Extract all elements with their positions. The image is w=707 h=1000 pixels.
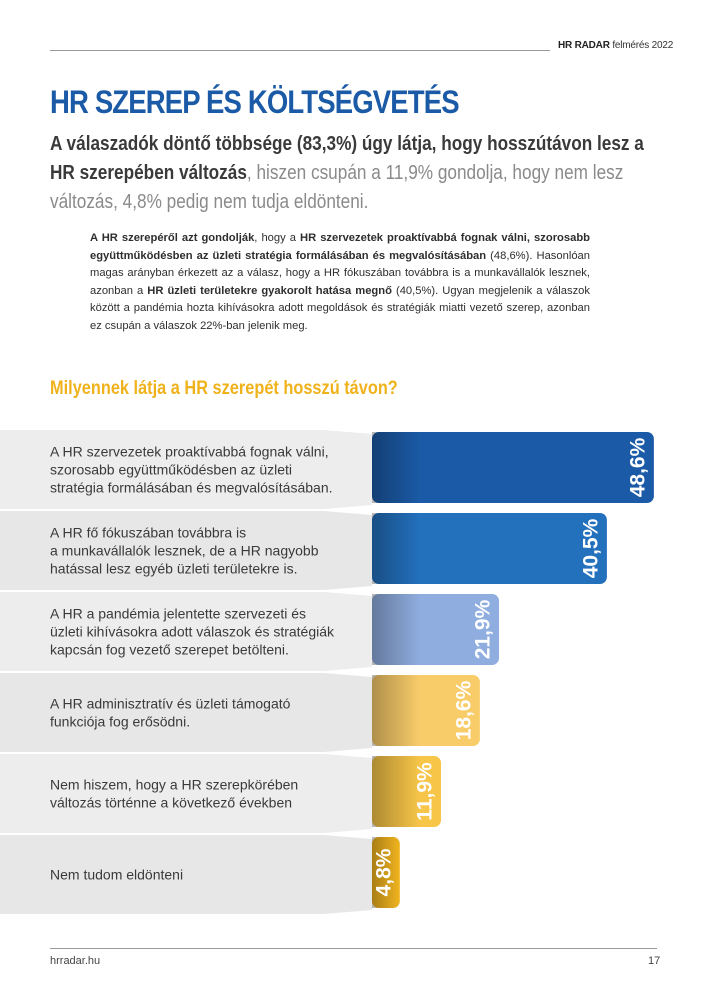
header-brand: HR RADAR (558, 40, 610, 51)
body-bold-2: HR szervezetek proaktívabbá fognak válni, szorosabb együttműködésben az üzleti stratégia formálásában és megvalósításában (90, 232, 591, 262)
bar-value-label: 18,6% (452, 680, 476, 741)
category-label-line: A HR a pandémia jelentette szervezeti és (50, 605, 307, 622)
category-label-line: stratégia formálásában és megvalósításában. (50, 479, 333, 496)
category-label-line: A HR szervezetek proaktívabbá fognak válni, (50, 443, 329, 460)
bar-value-label: 11,9% (413, 762, 437, 821)
category-label-line: kapcsán fog vezető szerepet betölteni. (50, 641, 289, 658)
footer-page-number: 17 (648, 955, 661, 967)
lead-light: , hiszen csupán a 11,9% gondolja, hogy nem lesz változás, 4,8% pedig nem tudja eldönteni. (50, 162, 624, 213)
body-text-2: (48,6%). Hasonlóan magas arányban érkezett az a válasz, hogy a HR fókuszában továbbra is a munkavállalók lesznek, azonban a (90, 249, 590, 297)
bar-value-label: 21,9% (471, 599, 495, 660)
category-label-line: A HR fő fókuszában továbbra is (50, 524, 247, 541)
header-rule (50, 50, 550, 51)
category-label-line: üzleti kihívásokra adott válaszok és stratégiák (50, 623, 335, 640)
header-label (558, 40, 673, 51)
bar-shadow (372, 432, 420, 503)
category-label (50, 444, 333, 496)
chart-row-background (0, 673, 372, 752)
bar-chart (0, 430, 707, 915)
bar-value-label: 4,8% (372, 848, 396, 897)
footer-site: hrradar.hu (50, 955, 101, 967)
bar-shadow (372, 675, 420, 746)
category-label-line: Nem hiszem, hogy a HR szerepkörében (50, 776, 299, 793)
body-paragraph (90, 230, 590, 336)
chart-row-background (0, 754, 372, 833)
chart-question: Milyennek látja a HR szerepét hosszú távon? (50, 378, 398, 399)
page-title: HR SZEREP ÉS KÖLTSÉGVETÉS (50, 84, 459, 120)
category-label-line: hatással lesz egyéb üzleti területekre is. (50, 560, 298, 577)
category-label (50, 867, 183, 883)
body-text-3: (40,5%). Ugyan megjelenik a válaszok között a pandémia hozta kihívásokra adott megoldások és stratégiák miatti vezető szerep, azonban ez csupán a válaszok 22%-ban jelenik meg. (90, 284, 590, 332)
body-bold-3: HR üzleti területekre gyakorolt hatása megnő (147, 284, 392, 297)
bar-shadow (372, 594, 420, 665)
category-label-line: a munkavállalók lesznek, de a HR nagyobb (50, 542, 319, 559)
category-label-line: A HR adminisztratív és üzleti támogató (50, 695, 291, 712)
bar-shadow (372, 513, 420, 584)
body-bold-1: A HR szerepéről azt gondolják (90, 232, 255, 244)
category-label-line: funkciója fog erősödni. (50, 713, 191, 730)
header-brand-suffix: felmérés (612, 40, 650, 51)
bar-value-label: 48,6% (626, 437, 650, 498)
body-text-1: , hogy a (254, 232, 300, 244)
lead-bold: A válaszadók döntő többsége (83,3%) úgy látja, hogy hosszútávon lesz a HR szerepében változás (50, 133, 644, 184)
category-label-line: szorosabb együttműködésben az üzleti (50, 461, 293, 478)
header-year: 2022 (651, 40, 674, 51)
footer-rule (50, 948, 657, 949)
lead-paragraph (50, 130, 669, 217)
bar-value-label: 40,5% (579, 518, 603, 579)
category-label-line: Nem tudom eldönteni (50, 866, 184, 883)
category-label-line: változás történne a következő években (50, 794, 293, 811)
